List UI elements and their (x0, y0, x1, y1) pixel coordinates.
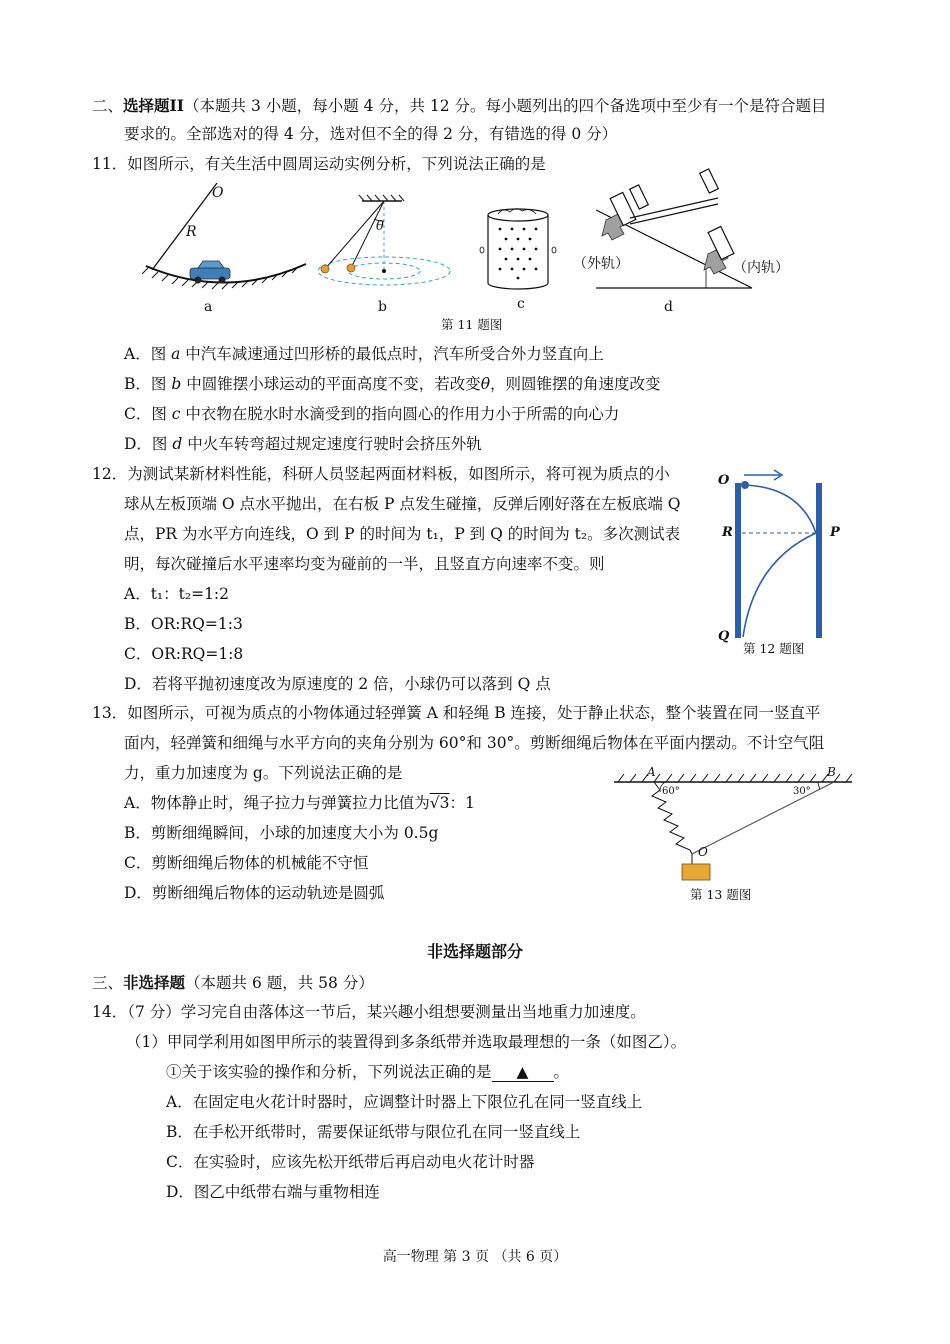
section-note: （本题共 3 小题，每小题 4 分，共 12 分。每小题列出的四个备选项中至少有一个是符合题目 (184, 97, 827, 115)
q14-sub1: （1）甲同学利用如图甲所示的装置得到多条纸带并选取最理想的一条（如图乙）。 (126, 1033, 687, 1051)
q14-option-b: B．在手松开纸带时，需要保证纸带与限位孔在同一竖直线上 (166, 1123, 581, 1141)
answer-blank[interactable]: ▲ (492, 1065, 554, 1082)
q14-stem: 14．（7 分）学习完自由落体这一节后，某兴趣小组想要测量出当地重力加速度。 (92, 1003, 646, 1021)
q12-fig-label-Q: Q (718, 629, 730, 644)
q11-figure-d (596, 180, 756, 292)
section-title: 选择题II (123, 96, 185, 115)
section-2-note-line2: 要求的。全部选对的得 4 分，选对但不全的得 2 分，有错选的得 0 分） (124, 125, 618, 143)
q14-option-a: A．在固定电火花计时器时，应调整计时器上下限位孔在同一竖直线上 (166, 1093, 643, 1111)
pendulum-ball-icon (347, 264, 355, 272)
q11-stem: 11．如图所示，有关生活中圆周运动实例分析，下列说法正确的是 (92, 155, 546, 173)
q13-option-c: C．剪断细绳后物体的机械能不守恒 (124, 854, 369, 872)
q12-stem-line2: 球从左板顶端 O 点水平抛出，在右板 P 点发生碰撞，反弹后刚好落在左板底端 Q (124, 495, 681, 513)
q11-option-d: D．图 d 中火车转弯超过规定速度行驶时会挤压外轨 (124, 435, 482, 453)
q13-figure (612, 765, 857, 888)
q12-option-c: C．OR:RQ=1:8 (124, 645, 244, 663)
q13-fig-angle-30: 30° (793, 786, 811, 797)
q13-stem-line3: 力，重力加速度为 g。下列说法正确的是 (124, 764, 403, 782)
q13-fig-label-O: O (698, 845, 708, 859)
q11-fig-a-sublabel: a (204, 299, 213, 315)
q13-option-d: D．剪断细绳后物体的运动轨迹是圆弧 (124, 884, 385, 902)
q13-figure-caption: 第 13 题图 (690, 887, 752, 902)
section-2-header (92, 98, 827, 115)
q12-option-a: A．t₁：t₂=1:2 (124, 585, 230, 603)
q11-figure-b (312, 195, 462, 290)
q11-figure-c (478, 205, 558, 300)
q12-option-d: D．若将平抛初速度改为原速度的 2 倍，小球仍可以落到 Q 点 (124, 675, 551, 693)
q12-figure (730, 465, 830, 645)
q11-figure-caption: 第 11 题图 (441, 317, 503, 332)
part-2-title: 非选择题部分 (426, 942, 523, 961)
q11-fig-d-sublabel: d (664, 299, 673, 315)
q12-fig-label-O: O (718, 473, 730, 488)
q13-option-a: A．物体静止时，绳子拉力与弹簧拉力比值为√3：1 (124, 794, 475, 812)
q12-stem-line4: 明，每次碰撞后水平速率均变为碰前的一半，且竖直方向速率不变。则 (124, 555, 605, 573)
q11-option-c: C．图 c 中衣物在脱水时水滴受到的指向圆心的作用力小于所需的向心力 (124, 405, 620, 423)
block-icon (682, 864, 710, 880)
q11-fig-b-sublabel: b (378, 299, 387, 315)
q13-fig-label-A: A (647, 765, 656, 779)
q11-option-a: A．图 a 中汽车减速通过凹形桥的最低点时，汽车所受合外力竖直向上 (124, 345, 604, 363)
section-3-header: 三、非选择题（本题共 6 题，共 58 分） (92, 973, 374, 992)
q11-fig-a-label-R: R (186, 224, 197, 240)
q11-fig-a-label-O: O (212, 185, 224, 201)
q13-option-b: B．剪断细绳瞬间，小球的加速度大小为 0.5g (124, 824, 439, 842)
page-footer: 高一物理 第 3 页 （共 6 页） (382, 1249, 568, 1265)
q12-fig-label-R: R (722, 525, 733, 540)
q11-fig-c-sublabel: c (517, 296, 525, 312)
q14-item1: ①关于该实验的操作和分析，下列说法正确的是 ▲ 。 (166, 1063, 570, 1081)
q11-fig-d-outer-rail: （外轨） (573, 256, 629, 272)
q14-option-d: D．图乙中纸带右端与重物相连 (166, 1183, 380, 1201)
pendulum-ball-icon (321, 265, 329, 273)
q14-option-c: C．在实验时，应该先松开纸带后再启动电火花计时器 (166, 1153, 535, 1171)
q12-option-b: B．OR:RQ=1:3 (124, 615, 243, 633)
q11-fig-d-inner-rail: （内轨） (733, 260, 789, 276)
section-num: 二、 (92, 97, 124, 115)
q12-figure-caption: 第 12 题图 (743, 641, 805, 656)
q13-stem-line2: 面内，轻弹簧和细绳与水平方向的夹角分别为 60°和 30°。剪断细绳后物体在平面内摆动。不计空气阻 (124, 734, 825, 752)
q12-fig-label-P: P (830, 525, 840, 540)
q11-figure-a (140, 180, 320, 290)
ball-icon (741, 481, 749, 489)
q11-fig-b-theta: θ (376, 219, 384, 234)
q13-fig-label-B: B (827, 765, 836, 779)
q12-stem-line3: 点，PR 为水平方向连线，O 到 P 的时间为 t₁，P 到 Q 的时间为 t₂。多次测试表 (124, 525, 681, 543)
car-icon (190, 261, 230, 284)
q13-fig-angle-60: 60° (662, 786, 680, 797)
q12-stem-line1: 12．为测试某新材料性能，科研人员竖起两面材料板，如图所示，将可视为质点的小 (92, 465, 670, 483)
q13-stem-line1: 13．如图所示，可视为质点的小物体通过轻弹簧 A 和轻绳 B 连接，处于静止状态，整个装置在同一竖直平 (92, 704, 821, 722)
q11-option-b: B．图 b 中圆锥摆小球运动的平面高度不变，若改变θ，则圆锥摆的角速度改变 (124, 375, 661, 393)
